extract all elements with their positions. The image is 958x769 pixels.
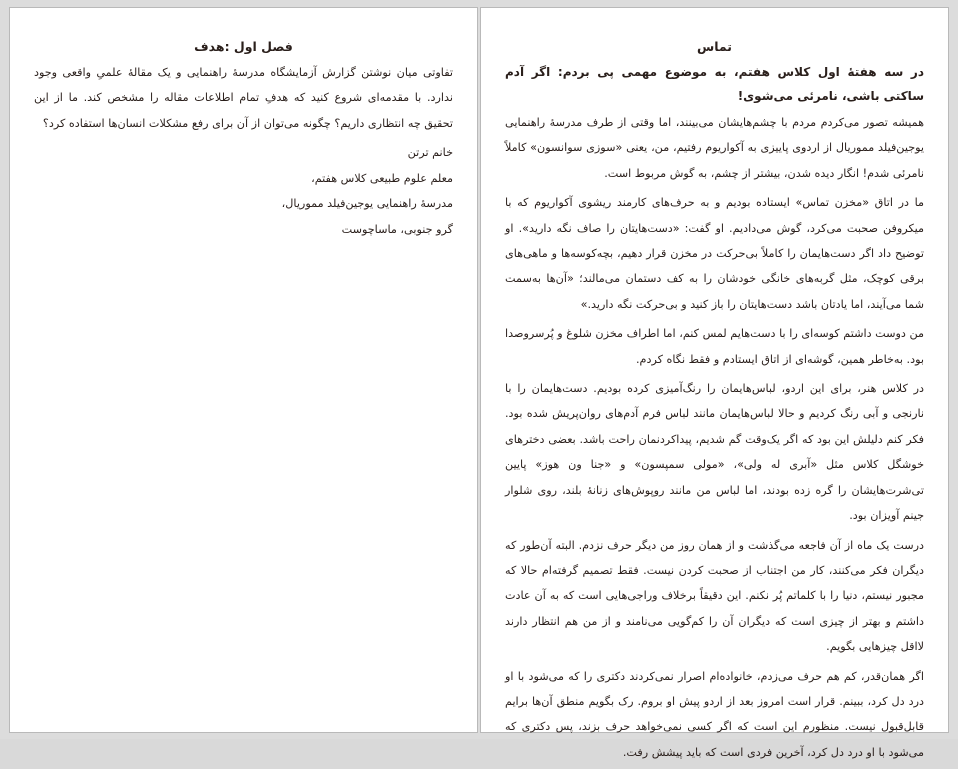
signature-school: مدرسهٔ راهنمایی یوجین‌فیلد مموریال، — [281, 197, 453, 211]
right-page-content — [505, 36, 924, 769]
lead-sentence: در سه هفتهٔ اول کلاس هفتم، به موضوع مهمی پی بردم: اگر آدم ساکتی باشی، نامرئی می‌شوی! — [505, 65, 924, 103]
body-paragraph-5: درست یک ماه از آن فاجعه می‌گذشت و از همان روز من دیگر حرف نزدم. البته آن‌طور که دیگران فکر می‌کنند، کار من اجتناب از صحبت کردن نیست. فقط تصمیم گرفته‌ام حالا که مجبور نیستم، دنیا را با کلماتم پُر نکنم. این دقیقاً برخلاف وراجی‌هایی است که به آن عادت داشتم و بهتر از چیزی است که دیگران آن را کم‌گویی می‌نامند و از من هم انتظار دارند لااقل چیزهایی بگویم. — [505, 538, 924, 654]
body-paragraph-2: ما در اتاق «مخزن تماس» ایستاده بودیم و به حرف‌های کارمند ریشوی آکواریوم که با میکروفن صحبت می‌کرد، گوش می‌دادیم. او گفت: «دست‌هایتان را صاف نگه دارید». او توضیح داد اگر دست‌هایمان را کاملاً بی‌حرکت در مخزن قرار دهیم، بچه‌کوسه‌ها و ماهی‌های برقی کوچک، مثل گربه‌های خانگی خودشان را به کف دستمان می‌مالند؛ «آن‌ها به‌سمت شما می‌آیند، اما یادتان باشد دست‌هایتان را باز کنید و بی‌حرکت نگه دارید.» — [505, 196, 924, 311]
section-title: تماس — [696, 39, 733, 54]
signature-name: خانم ترتن — [407, 146, 453, 160]
body-paragraph-3: من دوست داشتم کوسه‌ای را با دست‌هایم لمس کنم، اما اطراف مخزن شلوغ و پُرسروصدا بود. به‌خاطر همین، گوشه‌ای از اتاق ایستادم و فقط نگاه کردم. — [505, 327, 924, 366]
signature-location: گرو جنوبی، ماساچوست — [341, 223, 453, 236]
body-paragraph-4: در کلاس هنر، برای این اردو، لباس‌هایمان را رنگ‌آمیزی کرده بودیم. دست‌هایمان را با نارنجی و آبی رنگ کردیم و حالا لباس‌هایمان مانند لباس فرم آدم‌های روان‌پریش شده بود. فکر کنم دلیلش این بود که اگر یک‌وقت گم شدیم، پیداکردنمان راحت باشد. بعضی دخترهای خوشگل کلاس مثل «آبری له ولی»، «مولی سمپسون» و «جنا ون هوز» پایین تی‌شرت‌هایشان را گره زده بودند، اما لباس من مانند روپوش‌های زنانهٔ بلند، روی شلوار جینم آویزان بود. — [505, 382, 924, 523]
signature-block — [34, 140, 453, 242]
left-page-content — [34, 36, 453, 243]
chapter-title: فصل اول :هدف — [194, 39, 293, 54]
body-paragraph-6: اگر همان‌قدر، کم هم حرف می‌زدم، خانواده‌ام اصرار نمی‌کردند دکتری را که می‌شود با او درد دل کرد، ببینم. قرار است امروز بعد از اردو پیش او بروم. رک بگویم منطق آن‌ها برایم قابل‌قبول نیست. منظورم این است که اگر کسی نمی‌خواهد حرف بزند، پس دکتری که می‌شود با او درد دل کرد، آخرین فردی است که باید پیشش رفت. — [505, 669, 924, 759]
left-page — [9, 7, 478, 733]
body-paragraph-1: همیشه تصور می‌کردم مردم با چشم‌هایشان می‌بینند، اما وقتی از طرف مدرسهٔ راهنمایی یوجین‌فیلد مموریال از اردوی پاییزی به آکواریوم رفتیم، من، یعنی «سوزی سوانسون» کاملاً نامرئی شدم! انگار دیده شدن، بیشتر از چشم، به گوش مربوط است. — [505, 116, 924, 180]
signature-role: معلم علوم طبیعی کلاس هفتم، — [311, 171, 453, 185]
intro-paragraph: تفاوتی میان نوشتن گزارش آزمایشگاه مدرسهٔ راهنمایی و یک مقالهٔ علمیِ واقعی وجود ندارد. با مقدمه‌ای شروع کنید که هدفِ تمام اطلاعات مقاله را مشخص کند. ما از این تحقیق چه انتظاری داریم؟ چگونه می‌توان از آن برای رفع مشکلات انسان‌ها استفاده کرد؟ — [34, 66, 453, 130]
right-page — [480, 7, 949, 759]
